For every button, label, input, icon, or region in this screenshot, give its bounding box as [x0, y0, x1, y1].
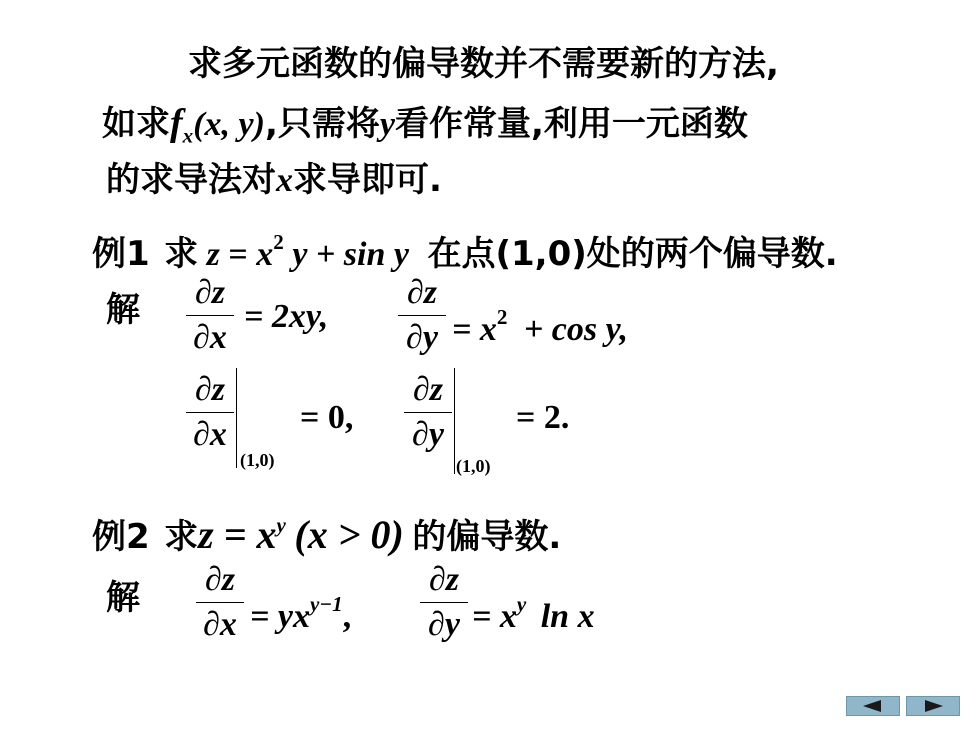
math-x: x [276, 162, 293, 199]
math-exponent: y−1 [309, 592, 343, 616]
example-tail: 在点(1,0)处的两个偏导数. [427, 233, 838, 274]
numerator: ∂z [406, 274, 438, 311]
denominator: ∂y [412, 416, 444, 453]
triangle-right-icon [907, 697, 959, 715]
evaluation-point: (1,0) [456, 456, 491, 476]
math-x: x [256, 235, 274, 273]
evaluation-bar [236, 368, 237, 468]
math-exponent: y [516, 592, 527, 616]
math-part: (x > 0) [294, 511, 404, 557]
math-z: z [206, 235, 220, 273]
intro-text: ,只需将 [264, 104, 380, 144]
intro-line-3 [106, 160, 442, 201]
intro-text: 看作常量,利用一元函数 [394, 104, 748, 144]
math-part: z = x [198, 511, 277, 557]
fraction-dz-dy [420, 560, 468, 645]
math-exponent: y [276, 513, 286, 537]
next-slide-button[interactable] [906, 696, 960, 716]
numerator: ∂z [412, 371, 444, 408]
example-ask: 求 [164, 516, 199, 557]
numerator: ∂z [194, 371, 226, 408]
math-f: f [170, 102, 183, 144]
value-dz-dy: = 2. [516, 399, 570, 436]
fraction-dz-dx [196, 560, 244, 645]
math-part: = yx [250, 597, 310, 635]
triangle-left-icon [847, 697, 899, 715]
math-args: (x, y) [193, 106, 265, 143]
math-part: + cos y, [523, 310, 628, 348]
example-ask: 求 [164, 233, 199, 274]
math-exponent: 2 [273, 230, 284, 254]
solution-label-2: 解 [106, 578, 140, 618]
intro-line-2 [102, 103, 748, 155]
result-dz-dy [472, 584, 595, 637]
math-part: ln x [540, 597, 595, 635]
math-part: = x [472, 597, 517, 635]
math-subscript: x [182, 123, 194, 148]
prev-slide-button[interactable] [846, 696, 900, 716]
math-y: y [379, 106, 395, 143]
intro-text: 如求 [102, 104, 170, 144]
intro-line-1: 求多元函数的偏导数并不需要新的方法, [188, 44, 779, 84]
example-label: 例1 [92, 233, 150, 274]
example-2-statement [92, 502, 561, 561]
example-1-statement [92, 222, 838, 275]
evaluation-point: (1,0) [240, 450, 275, 470]
intro-text: 的求导法对 [106, 160, 276, 200]
result-dz-dx: = 2xy, [244, 298, 329, 335]
fraction-dz-dy [398, 273, 446, 358]
example-label: 例2 [92, 516, 150, 557]
denominator: ∂x [203, 606, 237, 643]
math-exponent: 2 [496, 305, 508, 329]
denominator: ∂x [193, 416, 227, 453]
value-dz-dx: = 0, [300, 399, 354, 436]
numerator: ∂z [428, 561, 460, 598]
result-dz-dy [452, 297, 628, 350]
math-rest: y + sin y [292, 235, 409, 273]
solution-label-1: 解 [106, 290, 140, 330]
intro-text: 求导即可. [293, 160, 442, 200]
denominator: ∂y [406, 319, 438, 356]
result-dz-dx [250, 584, 351, 637]
evaluation-bar [454, 368, 455, 474]
denominator: ∂y [428, 606, 460, 643]
numerator: ∂z [194, 274, 226, 311]
fraction-dz-dx-eval [186, 370, 234, 455]
denominator: ∂x [193, 319, 227, 356]
math-part: = x [452, 310, 497, 348]
fraction-dz-dy-eval [404, 370, 452, 455]
numerator: ∂z [204, 561, 236, 598]
math-eq: = [219, 235, 257, 273]
math-part: , [342, 597, 352, 635]
example-tail: 的偏导数. [412, 516, 562, 557]
fraction-dz-dx [186, 273, 234, 358]
